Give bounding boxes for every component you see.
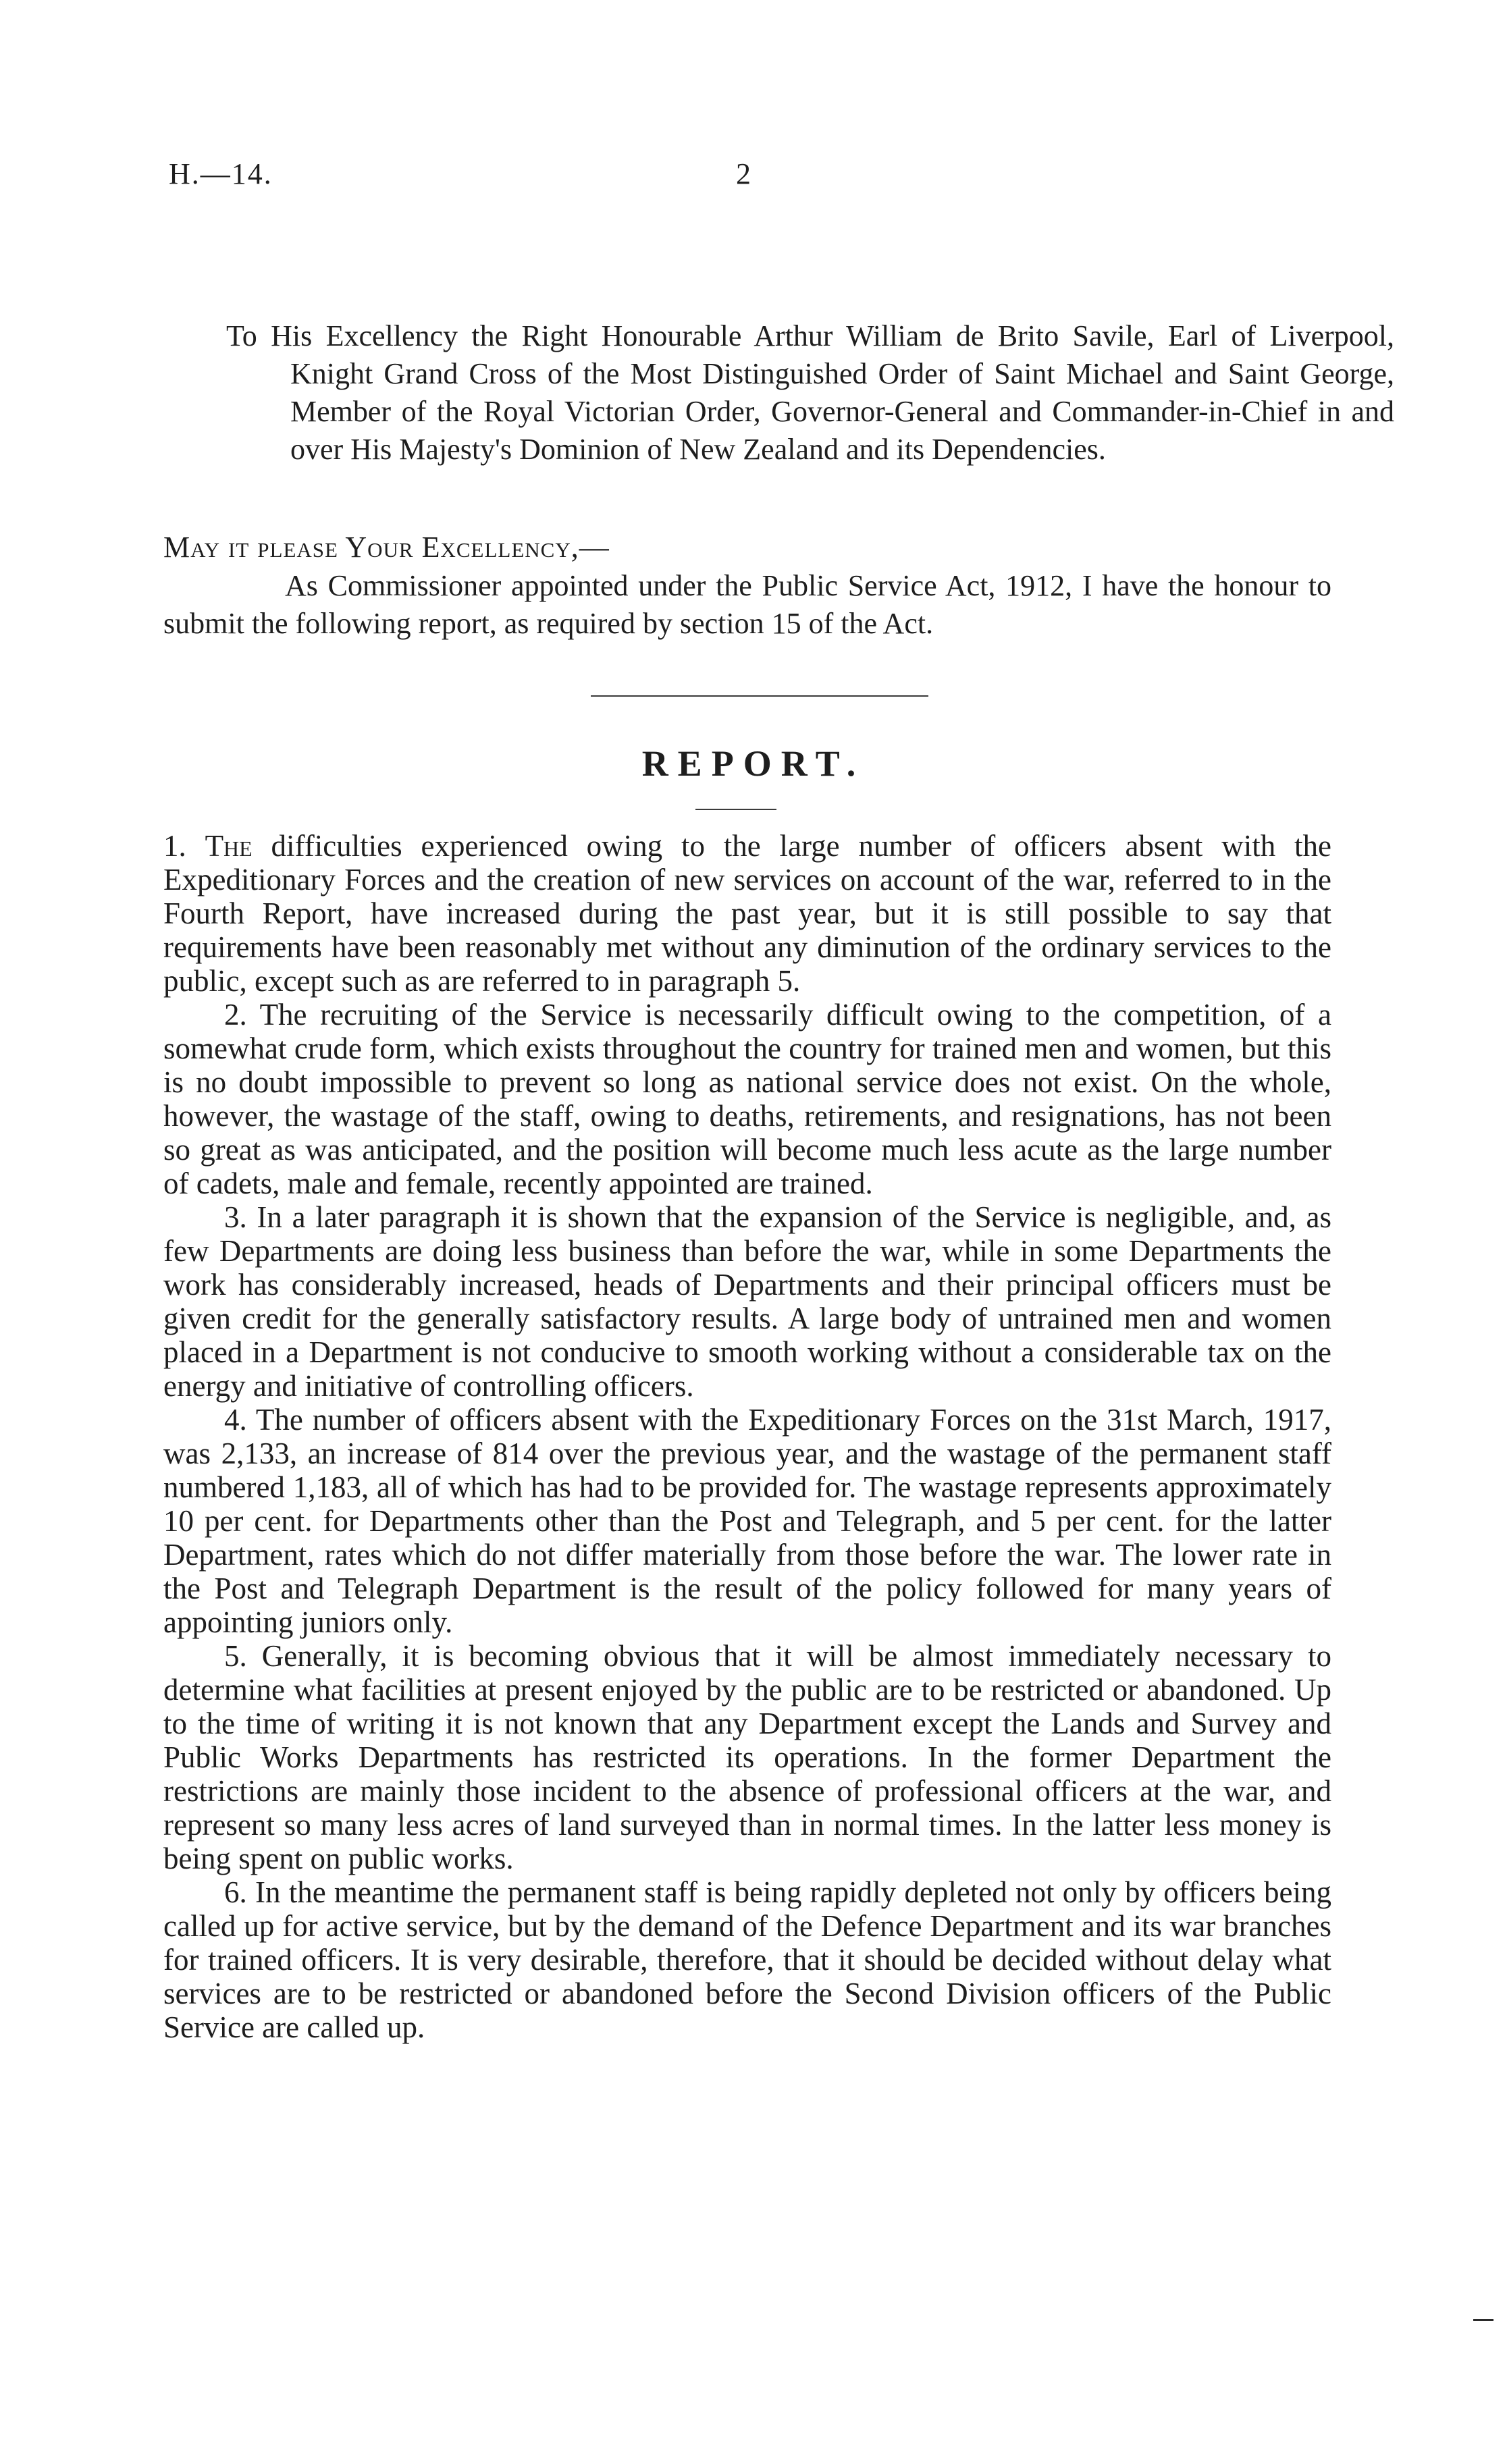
- paragraph-lead-word: The: [205, 829, 253, 863]
- report-paragraph: [163, 1403, 1331, 1639]
- report-title: REPORT.: [641, 743, 866, 784]
- paragraph-text: The number of officers absent with the Expeditionary Forces on the 31st March, 1917, was 2,133, an increase of 814 over the previous year, and the wastage of the permanent staff numbered 1,183, all of which has had to be provided for. The wastage represents approximately 10 per cent. for Departments other than the Post and Telegraph, and 5 per cent. for the latter Department, rates which do not differ materially from those before the war. The lower rate in the Post and Telegraph Department is the result of the policy followed for many years of appointing juniors only.: [163, 1403, 1331, 1639]
- document-reference: H.—14.: [169, 157, 273, 190]
- paragraph-text: difficulties experienced owing to the large number of officers absent with the Expeditionary Forces and the creation of new services on account of the war, referred to in the Fourth Report, have increased during the past year, but it is still possible to say that requirements have been reasonably met without any diminution of the ordinary services to the public, except such as are referred to in paragraph 5.: [163, 829, 1331, 998]
- report-paragraph: [163, 1639, 1331, 1875]
- paragraph-number: 6.: [224, 1875, 247, 1909]
- paragraph-number: 3.: [224, 1200, 247, 1234]
- report-paragraph: [163, 829, 1331, 998]
- paragraph-number: 5.: [224, 1639, 247, 1673]
- paragraph-text: In the meantime the permanent staff is being rapidly depleted not only by officers being called up for active service, but by the demand of the Defence Department and its war branches for trained officers. It is very desirable, therefore, that it should be decided without delay what services are to be restricted or abandoned before the Second Division officers of the Public Service are called up.: [163, 1875, 1332, 2044]
- paragraph-text: The recruiting of the Service is necessarily difficult owing to the competition, of a somewhat crude form, which exists throughout the country for trained men and women, but this is no doubt impossible to prevent so long as national service does not exist. On the whole, however, the wastage of the staff, owing to deaths, retirements, and resignations, has not been so great as was anticipated, and the position will become much less acute as the large number of cadets, male and female, recently appointed are trained.: [163, 998, 1332, 1200]
- paragraph-number: 2.: [224, 998, 247, 1032]
- title-underline: [695, 809, 776, 810]
- paragraph-number: 4.: [224, 1403, 247, 1437]
- address-block: To His Excellency the Right Honourable Arthur William de Brito Savile, Earl of Liverpool, Knight Grand Cross of the Most Distinguished Order of Saint Michael and Saint George, Member of the Royal Victorian Order, Governor-General and Commander-in-Chief in and over His Majesty's Dominion of New Zealand and its Dependencies.: [226, 319, 1394, 466]
- report-body: [163, 829, 1331, 2044]
- margin-mark: [1473, 2319, 1493, 2321]
- paragraph-text: Generally, it is becoming obvious that it will be almost immediately necessary to determine what facilities at present enjoyed by the public are to be restricted or abandoned. Up to the time of writing it is not known that any Department except the Lands and Survey and Public Works Departments has restricted its operations. In the former Department the restrictions are mainly those incident to the absence of professional officers at the war, and represent so many less acres of land surveyed than in normal times. In the latter less money is being spent on public works.: [163, 1639, 1332, 1875]
- report-paragraph: [163, 998, 1331, 1200]
- intro-paragraph: As Commissioner appointed under the Public Service Act, 1912, I have the honour to submit the following report, as required by section 15 of the Act.: [163, 569, 1331, 640]
- page-number: 2: [736, 157, 751, 190]
- paragraph-number: 1.: [163, 829, 186, 863]
- report-paragraph: [163, 1875, 1331, 2044]
- paragraph-text: In a later paragraph it is shown that the expansion of the Service is negligible, and, as few Departments are doing less business than before the war, while in some Departments the work has considerably increased, heads of Departments and their principal officers must be given credit for the generally satisfactory results. A large body of untrained men and women placed in a Department is not conducive to smooth working without a considerable tax on the energy and initiative of controlling officers.: [163, 1200, 1332, 1403]
- section-divider: [591, 695, 928, 697]
- report-paragraph: [163, 1200, 1331, 1403]
- salutation: May it please Your Excellency,—: [163, 531, 610, 564]
